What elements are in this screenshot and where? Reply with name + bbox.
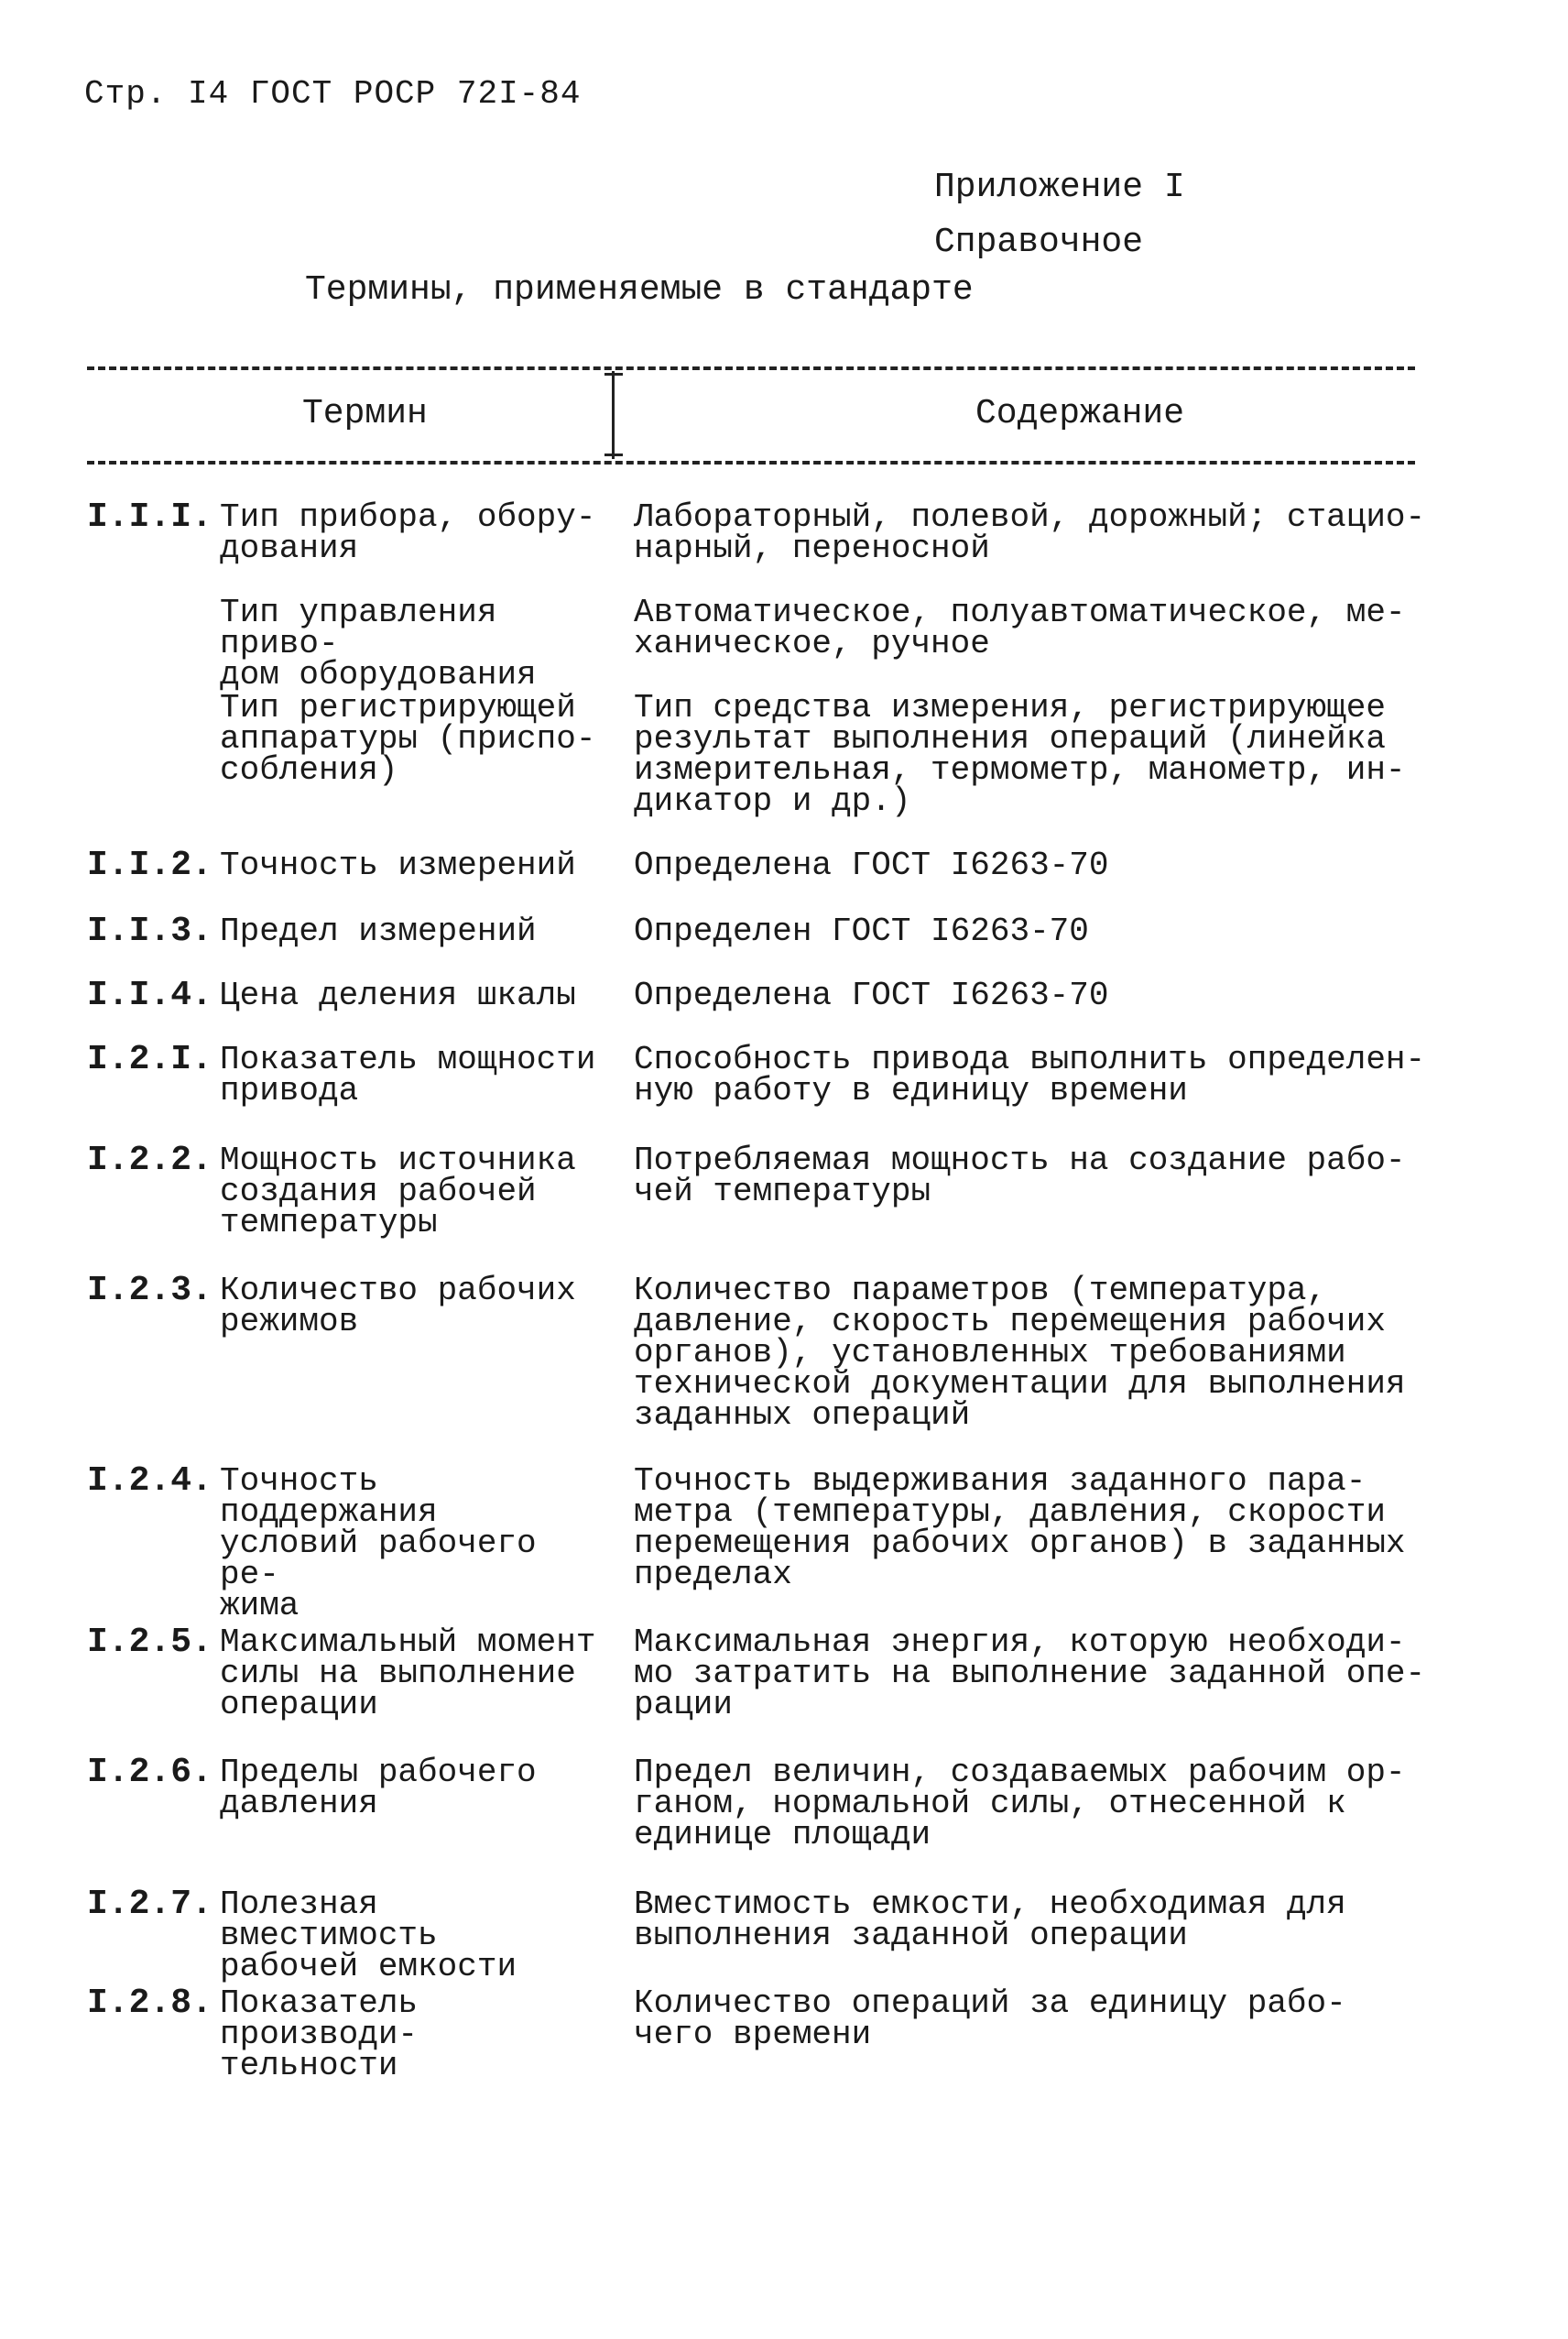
row-content: Количество операций за единицу рабо- чего времени xyxy=(634,1984,1346,2053)
row-number: I.2.7. xyxy=(87,1885,212,1924)
row-term: Точность поддержания условий рабочего ре- жима xyxy=(220,1462,537,1624)
row-number: I.I.I. xyxy=(87,497,212,537)
row-content: Определена ГОСТ I6263-70 xyxy=(634,847,1109,884)
row-content: Определен ГОСТ I6263-70 xyxy=(634,913,1089,950)
header-column-separator xyxy=(612,371,615,459)
row-content: Вместимость емкости, необходимая для выполнения заданной операции xyxy=(634,1885,1346,1954)
row-term: Показатель мощности привода xyxy=(220,1041,596,1109)
row-term: Тип регистрирующей аппаратуры (приспо- собления) xyxy=(220,689,596,789)
separator-cap-bottom xyxy=(604,454,623,456)
row-term: Пределы рабочего давления xyxy=(220,1754,537,1822)
row-content: Предел величин, создаваемых рабочим ор- ганом, нормальной силы, отнесенной к единице площади xyxy=(634,1754,1406,1853)
column-header-content: Содержание xyxy=(975,394,1185,433)
row-term: Показатель производи- тельности xyxy=(220,1984,419,2084)
table-top-rule xyxy=(87,366,1415,370)
separator-cap-top xyxy=(604,373,623,376)
row-number: I.2.2. xyxy=(87,1141,212,1180)
row-content: Точность выдерживания заданного пара- метра (температуры, давления, скорости перемещения рабочих органов) в заданных пределах xyxy=(634,1462,1406,1593)
row-number: I.2.5. xyxy=(87,1623,212,1662)
appendix-label: Приложение I xyxy=(934,168,1185,207)
row-term: Полезная вместимость рабочей емкости xyxy=(220,1885,517,1985)
table-title: Термины, применяемые в стандарте xyxy=(305,270,974,310)
page-header: Стр. I4 ГОСТ РОСР 72I-84 xyxy=(84,75,582,113)
row-number: I.2.I. xyxy=(87,1040,212,1079)
row-content: Лабораторный, полевой, дорожный; стацио- нарный, переносной xyxy=(634,498,1426,567)
row-content: Потребляемая мощность на создание рабо- чей температуры xyxy=(634,1142,1406,1210)
row-term: Точность измерений xyxy=(220,847,576,884)
row-term: Предел измерений xyxy=(220,913,537,950)
row-term: Количество рабочих режимов xyxy=(220,1272,576,1340)
row-term: Цена деления шкалы xyxy=(220,977,576,1014)
appendix-block xyxy=(934,160,1185,270)
row-term: Мощность источника создания рабочей температуры xyxy=(220,1142,576,1241)
row-number: I.I.2. xyxy=(87,846,212,885)
row-term: Тип управления приво- дом оборудования xyxy=(220,594,537,694)
row-number: I.I.3. xyxy=(87,912,212,951)
row-number: I.2.4. xyxy=(87,1461,212,1501)
row-content: Автоматическое, полуавтоматическое, ме- ханическое, ручное xyxy=(634,594,1406,662)
row-number: I.I.4. xyxy=(87,976,212,1015)
row-number: I.2.3. xyxy=(87,1271,212,1310)
row-content: Тип средства измерения, регистрирующее результат выполнения операций (линейка измерительная, термометр, манометр, ин- дикатор и др.) xyxy=(634,689,1406,820)
row-content: Способность привода выполнить определен- ную работу в единицу времени xyxy=(634,1041,1426,1109)
table-header-rule xyxy=(87,461,1415,465)
row-term: Максимальный момент силы на выполнение операции xyxy=(220,1623,596,1723)
row-number: I.2.6. xyxy=(87,1753,212,1792)
row-term: Тип прибора, обору- дования xyxy=(220,498,596,567)
row-content: Максимальная энергия, которую необходи- мо затратить на выполнение заданной опе- рации xyxy=(634,1623,1426,1723)
row-number: I.2.8. xyxy=(87,1984,212,2023)
appendix-kind: Справочное xyxy=(934,223,1144,262)
row-content: Определена ГОСТ I6263-70 xyxy=(634,977,1109,1014)
row-content: Количество параметров (температура, давление, скорость перемещения рабочих органов), установленных требованиями технической документации для выполнения заданных операций xyxy=(634,1272,1406,1434)
column-header-term: Термин xyxy=(302,394,428,433)
